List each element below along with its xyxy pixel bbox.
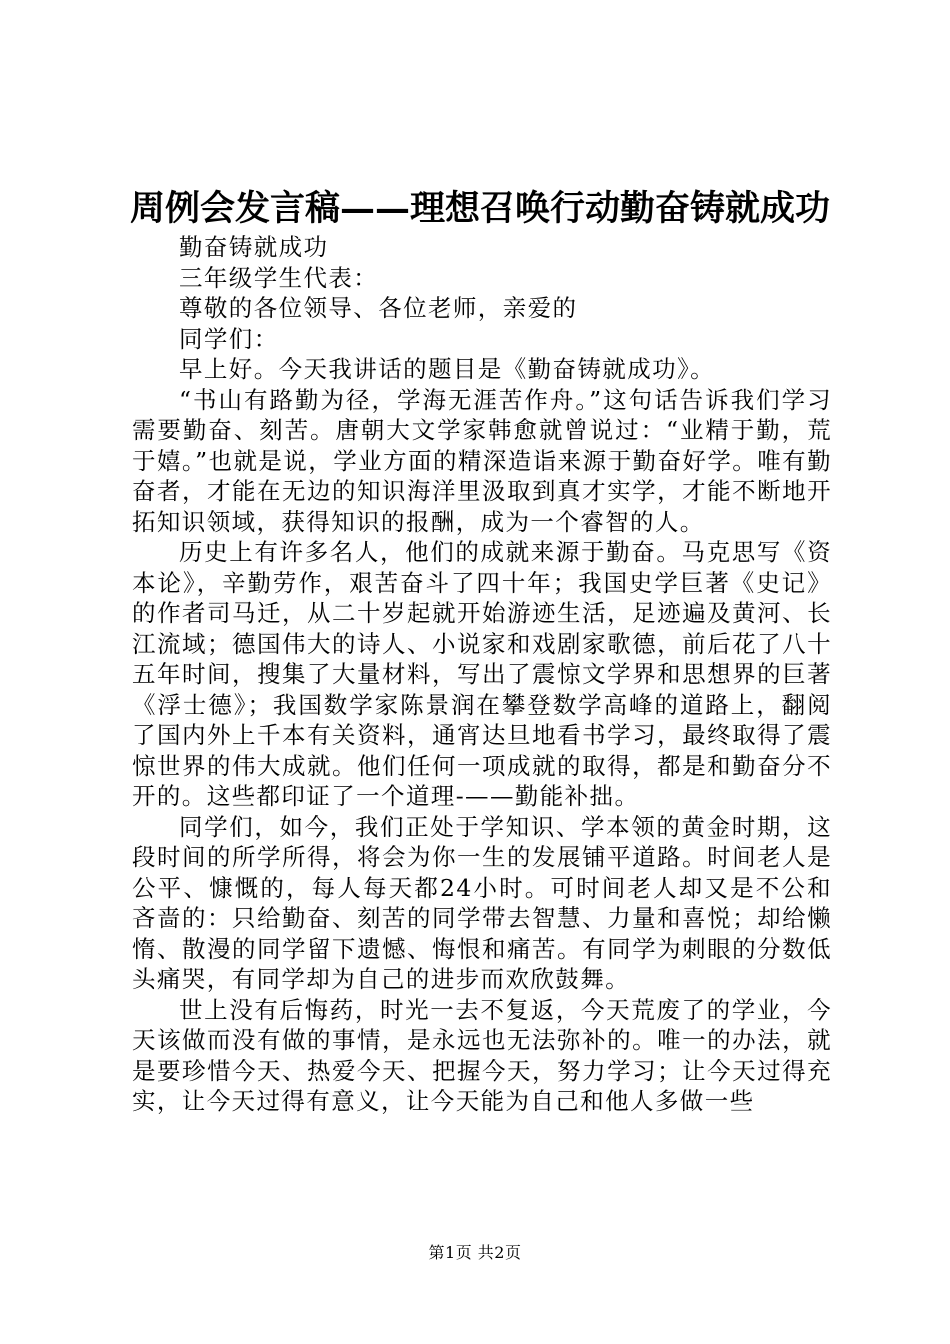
document-title: 周例会发言稿——理想召唤行动勤奋铸就成功 — [129, 188, 830, 229]
page-number-footer: 第1页 共2页 — [428, 1243, 522, 1262]
paragraph-greeting: 早上好。今天我讲话的题目是《勤奋铸就成功》。 — [179, 355, 716, 383]
paragraph-salutation-cont: 同学们： — [179, 324, 279, 353]
paragraph-body: 同学们，如今，我们正处于学知识、学本领的黄金时期，这段时间的所学所得，将会为你一生的发展铺平道路。时间老人是公平、慷慨的，每人每天都24小时。可时间老人却又是不公和吝啬的：只给勤奋、刻苦的同学带去智慧、力量和喜悦；却给懒惰、散漫的同学留下遗憾、悔恨和痛苦。有同学为刺眼的分数低头痛哭，有同学却为自己的进步而欢欣鼓舞。 — [132, 812, 832, 993]
paragraph-body: “书山有路勤为径，学海无涯苦作舟。”这句话告诉我们学习需要勤奋、刻苦。唐朝大文学家韩愈就曾说过：“业精于勤，荒于嬉。”也就是说，学业方面的精深造诣来源于勤奋好学。唯有勤奋者，才能在无边的知识海洋里汲取到真才实学，才能不断地开拓知识领域，获得知识的报酬，成为一个睿智的人。 — [132, 385, 832, 536]
paragraph-subtitle: 勤奋铸就成功 — [179, 233, 329, 261]
paragraph-salutation: 尊敬的各位领导、各位老师，亲爱的 — [179, 294, 578, 322]
document-body — [132, 232, 832, 1117]
paragraph-body: 历史上有许多名人，他们的成就来源于勤奋。马克思写《资本论》，辛勤劳作，艰苦奋斗了四十年；我国史学巨著《史记》的作者司马迁，从二十岁起就开始游迹生活，足迹遍及黄河、长江流域；德国伟大的诗人、小说家和戏剧家歌德，前后花了八十五年时间，搜集了大量材料，写出了震惊文学界和思想界的巨著《浮士德》；我国数学家陈景润在攀登数学高峰的道路上，翻阅了国内外上千本有关资料，通宵达旦地看书学习，最终取得了震惊世界的伟大成就。他们任何一项成就的取得，都是和勤奋分不开的。这些都印证了一个道理-——勤能补拙。 — [132, 538, 832, 810]
paragraph-body: 世上没有后悔药，时光一去不复返，今天荒废了的学业，今天该做而没有做的事情，是永远也无法弥补的。唯一的办法，就是要珍惜今天、热爱今天、把握今天，努力学习；让今天过得充实，让今天过得有意义，让今天能为自己和他人多做一些 — [132, 995, 832, 1115]
paragraph-speaker: 三年级学生代表： — [179, 263, 379, 292]
